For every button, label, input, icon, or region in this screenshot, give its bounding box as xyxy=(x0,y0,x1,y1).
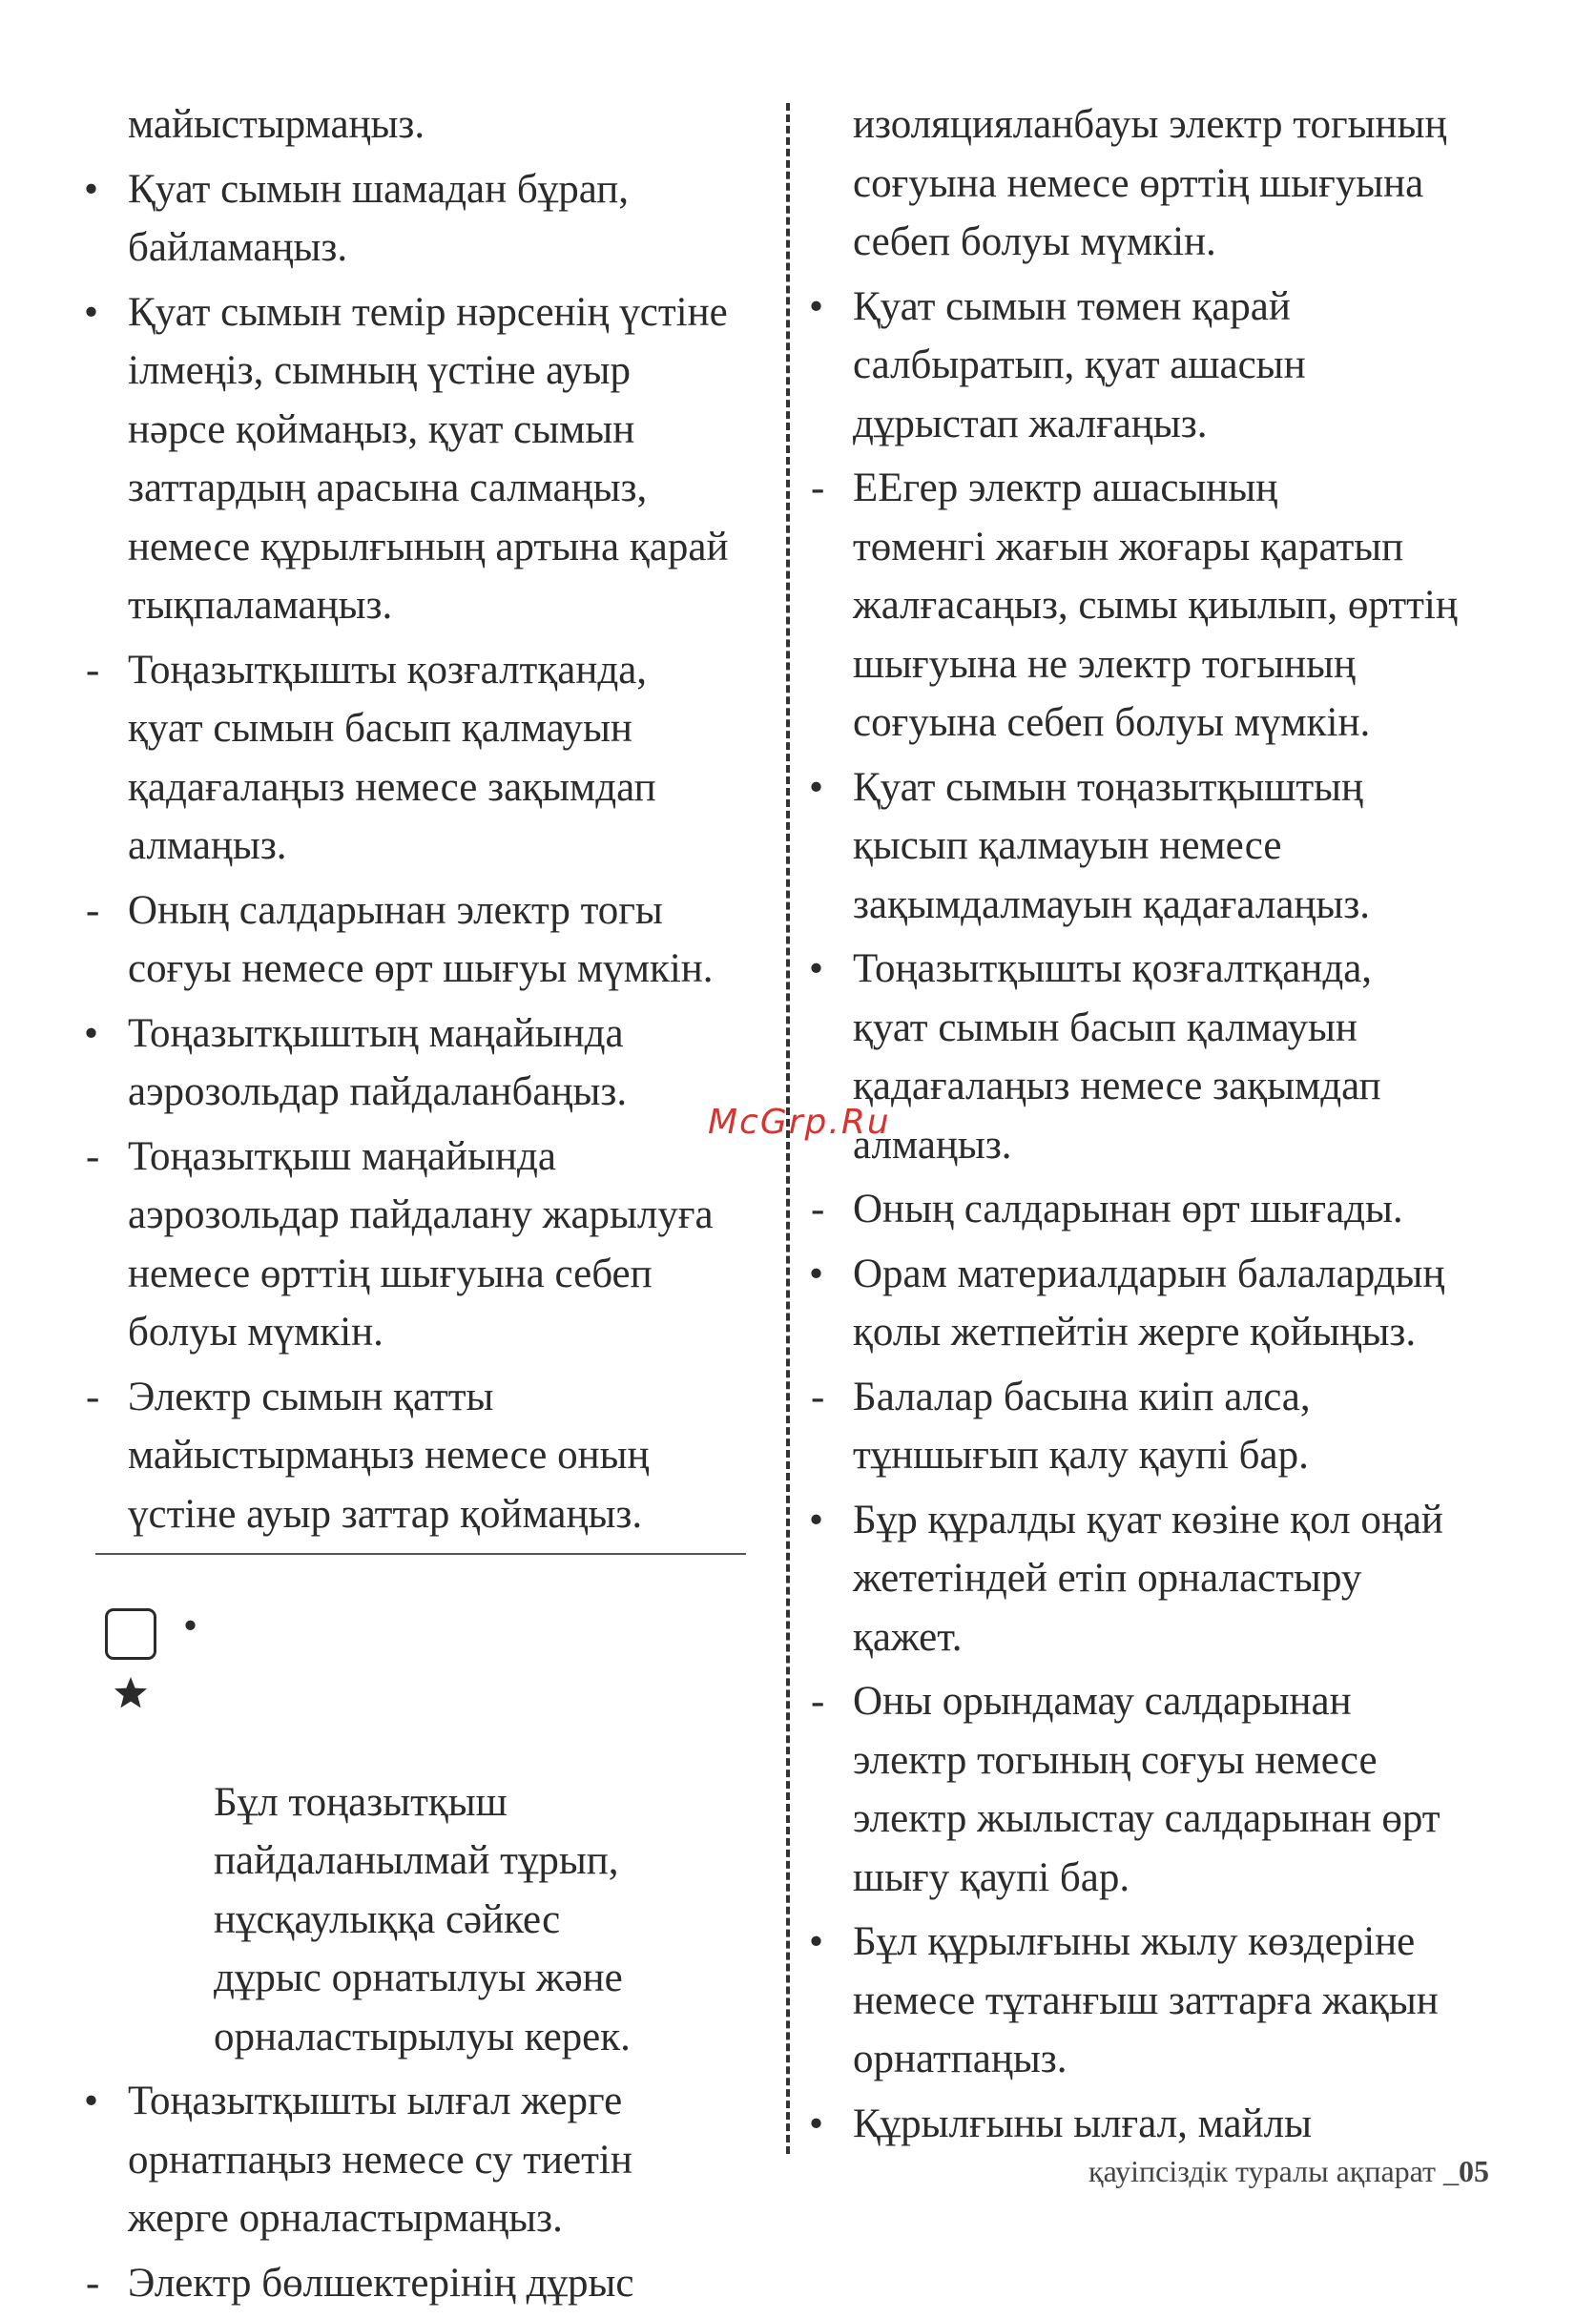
list-item-text: Тоңазытқышты қозғалтқанда, қуат сымын басып қалмауын қадағалаңыз немесе зақымдап алмаңыз. xyxy=(853,946,1381,1168)
bullet-marker: • xyxy=(809,1251,824,1296)
list-item xyxy=(84,283,752,635)
page-footer xyxy=(1088,2154,1489,2189)
dash-marker: - xyxy=(86,887,100,933)
list-item xyxy=(809,1245,1477,1362)
list-item-text: Бұл құрылғыны жылу көздеріне немесе тұтанғыш заттарға жақын орнатпаңыз. xyxy=(853,1919,1439,2081)
list-item-text: Тоңазытқышты қозғалтқанда, қуат сымын басып қалмауын қадағалаңыз немесе зақымдап алмаңыз. xyxy=(128,647,656,868)
list-item-text: Қуат сымын тоңазытқыштың қысып қалмауын немесе зақымдалмауын қадағалаңыз. xyxy=(853,764,1371,927)
list-item xyxy=(84,1368,752,1544)
bullet-marker: • xyxy=(809,1497,824,1542)
left-item-list xyxy=(84,95,752,1543)
list-item xyxy=(84,160,752,278)
list-item xyxy=(84,1004,752,1122)
star-icon xyxy=(105,1608,156,1660)
list-item xyxy=(809,1491,1477,1667)
list-item-text: Қуат сымын төмен қарай салбыратып, қуат ашасын дұрыстап жалғаңыз. xyxy=(853,283,1306,446)
left-column xyxy=(84,95,752,2318)
bullet-marker: • xyxy=(84,2079,99,2123)
list-item-text: Электр бөлшектерінің дұрыс xyxy=(128,2260,634,2306)
list-item xyxy=(809,1180,1477,1239)
list-item xyxy=(809,278,1477,454)
list-item xyxy=(84,881,752,999)
list-item xyxy=(84,2254,752,2313)
dash-marker: - xyxy=(86,1374,100,1419)
bullet-marker: • xyxy=(809,1919,824,1964)
list-item-text: Қуат сымын темір нәрсенің үстіне ілмеңіз, сымның үстіне ауыр нәрсе қоймаңыз, қуат сымын заттардың арасына салмаңыз, немесе құрылғының артына қарай тықпаламаңыз. xyxy=(128,289,729,628)
list-item xyxy=(809,95,1477,272)
dash-marker: - xyxy=(811,466,825,510)
list-item xyxy=(809,459,1477,753)
bullet-marker: • xyxy=(84,1010,99,1056)
list-item-text: Құрылғыны ылғал, майлы xyxy=(853,2101,1312,2146)
list-item-text: Тоңазытқыштың маңайында аэрозольдар пайдаланбаңыз. xyxy=(128,1010,628,1114)
bullet-marker: • xyxy=(84,166,99,212)
list-item-text: Оны орындамау салдарынан электр тогының соғуы немесе электр жылыстау салдарынан өрт шығу қаупі бар. xyxy=(853,1679,1441,1900)
right-item-list xyxy=(809,95,1477,2153)
footer-section-title: қауіпсіздік туралы ақпарат _ xyxy=(1088,2154,1459,2188)
list-item xyxy=(809,758,1477,935)
bullet-marker: • xyxy=(84,289,99,335)
note-text: Бұл тоңазытқыш пайдаланылмай тұрып, нұсқаулыққа сәйкес дұрыс орнатылуы және орналастырылуы керек. xyxy=(214,1779,631,2059)
list-item-text: Тоңазытқыш маңайында аэрозольдар пайдалану жарылуға немесе өрттің шығуына себеп болуы мүмкін. xyxy=(128,1133,714,1355)
list-item-text: ЕЕгер электр ашасының төменгі жағын жоғары қаратып жалғасаңыз, сымы қиылып, өрттің шығуына не электр тогының соғуына себеп болуы мүмкін. xyxy=(853,466,1458,745)
note-bullet: • xyxy=(183,1604,198,1648)
list-item-text: Оның салдарынан электр тогы соғуы немесе өрт шығуы мүмкін. xyxy=(128,887,714,991)
list-item xyxy=(809,2095,1477,2154)
watermark: McGrp.Ru xyxy=(708,1103,891,1142)
list-item xyxy=(84,641,752,876)
list-item-text: Электр сымын қатты майыстырмаңыз немесе оның үстіне ауыр заттар қоймаңыз. xyxy=(128,1374,650,1537)
list-item xyxy=(84,2072,752,2248)
dash-marker: - xyxy=(86,1133,100,1179)
dash-marker: - xyxy=(86,647,100,693)
dash-marker: - xyxy=(86,2260,100,2306)
right-column xyxy=(809,95,1477,2159)
bullet-marker: • xyxy=(809,946,824,991)
note-block xyxy=(84,1597,752,2066)
list-item xyxy=(809,940,1477,1174)
bullet-marker: • xyxy=(809,2101,824,2146)
note-separator-line xyxy=(95,1553,746,1555)
list-item-text: Қуат сымын шамадан бұрап, байламаңыз. xyxy=(128,166,630,270)
list-item-text: Орам материалдарын балалардың қолы жетпейтін жерге қойыңыз. xyxy=(853,1251,1445,1355)
dash-marker: - xyxy=(811,1187,825,1231)
bullet-marker: • xyxy=(809,764,824,810)
list-item xyxy=(809,1913,1477,2089)
list-item-text: изоляцияланбауы электр тогының соғуына немесе өрттің шығуына себеп болуы мүмкін. xyxy=(853,102,1447,264)
list-item xyxy=(809,1368,1477,1485)
list-item-text: Оның салдарынан өрт шығады. xyxy=(853,1187,1403,1231)
list-item xyxy=(809,1672,1477,1907)
dash-marker: - xyxy=(811,1679,825,1724)
list-item-text: Тоңазытқышты ылғал жерге орнатпаңыз немесе су тиетін жерге орналастырмаңыз. xyxy=(128,2079,632,2241)
list-item xyxy=(84,95,752,155)
page-number: 05 xyxy=(1459,2154,1489,2188)
list-item-text: Балалар басына киіп алса, тұншығып қалу қаупі бар. xyxy=(853,1374,1311,1478)
left-item-list-after-note xyxy=(84,2072,752,2312)
dash-marker: - xyxy=(811,1374,825,1419)
list-item-text: Бұр құралды қуат көзіне қол оңай жететіндей етіп орналастыру қажет. xyxy=(853,1497,1443,1660)
bullet-marker: • xyxy=(809,283,824,329)
list-item xyxy=(84,1128,752,1362)
list-item-text: майыстырмаңыз. xyxy=(128,102,425,147)
